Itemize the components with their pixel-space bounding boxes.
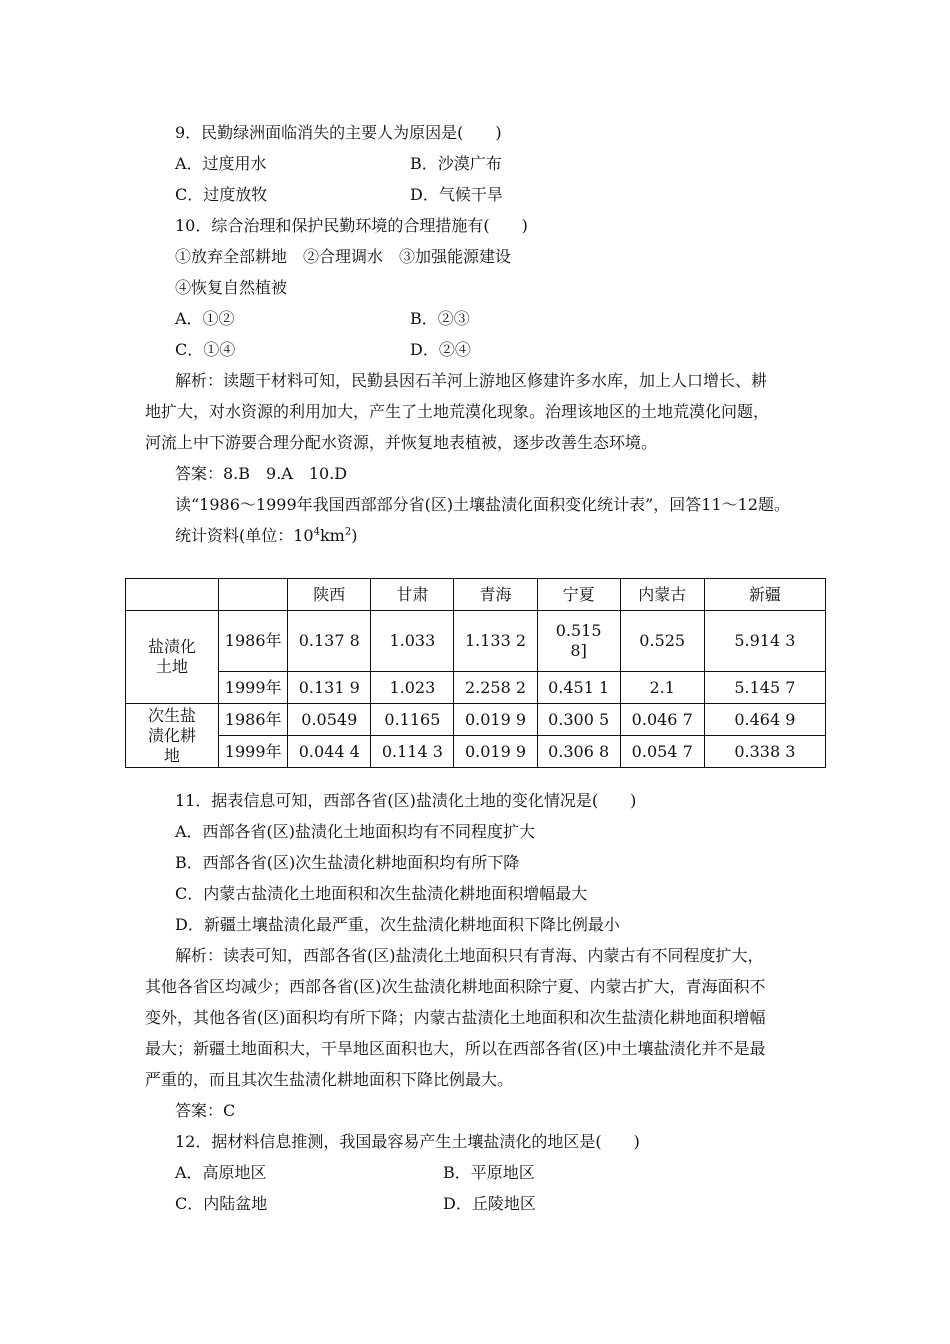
value-cell: 0.044 4 (288, 736, 371, 768)
option-10a: A．①② (175, 309, 235, 328)
question-9: 9．民勤绿洲面临消失的主要人为原因是( ) (175, 123, 502, 142)
year-cell: 1999年 (219, 736, 288, 768)
value-cell: 5.145 7 (704, 672, 825, 704)
option-11a: A．西部各省(区)盐渍化土地面积均有不同程度扩大 (175, 822, 536, 841)
analysis-2-line: 解析：读表可知，西部各省(区)盐渍化土地面积只有青海、内蒙古有不同程度扩大， (175, 946, 764, 965)
header-cell: 甘肃 (371, 579, 454, 611)
value-cell: 0.1165 (371, 704, 454, 736)
value-cell: 5.914 3 (704, 611, 825, 672)
option-12a: A．高原地区 (175, 1163, 267, 1182)
header-cell: 内蒙古 (620, 579, 704, 611)
value-cell: 0.451 1 (537, 672, 620, 704)
question-10-items-2: ④恢复自然植被 (175, 278, 288, 297)
option-11b: B．西部各省(区)次生盐渍化耕地面积均有所下降 (175, 853, 520, 872)
option-12c: C．内陆盆地 (175, 1194, 268, 1213)
option-10c: C．①④ (175, 340, 236, 359)
value-cell: 2.258 2 (454, 672, 537, 704)
option-12b: B．平原地区 (443, 1163, 535, 1182)
header-cell (219, 579, 288, 611)
value-cell: 1.023 (371, 672, 454, 704)
option-9a: A．过度用水 (175, 154, 267, 173)
table-row (126, 704, 826, 736)
year-cell: 1986年 (219, 704, 288, 736)
analysis-1-line: 河流上中下游要合理分配水资源，并恢复地表植被，逐步改善生态环境。 (145, 433, 658, 452)
value-cell: 0.464 9 (704, 704, 825, 736)
header-cell (126, 579, 219, 611)
analysis-2-line: 最大；新疆土地面积大，干旱地区面积也大，所以在西部各省(区)中土壤盐渍化并不是最 (145, 1039, 766, 1058)
value-cell: 0.515 8] (537, 611, 620, 672)
answer-2: 答案：C (175, 1101, 236, 1120)
table-row (126, 611, 826, 672)
table-row (126, 672, 826, 704)
option-9d: D．气候干旱 (410, 185, 503, 204)
value-cell: 1.133 2 (454, 611, 537, 672)
value-cell: 0.046 7 (620, 704, 704, 736)
question-10: 10．综合治理和保护民勤环境的合理措施有( ) (175, 216, 528, 235)
header-cell: 新疆 (704, 579, 825, 611)
value-cell: 0.019 9 (454, 704, 537, 736)
table-intro: 读“1986～1999年我国西部部分省(区)土壤盐渍化面积变化统计表”，回答11～12题。 (175, 495, 791, 514)
analysis-2-line: 变外，其他各省(区)面积均有所下降；内蒙古盐渍化土地面积和次生盐渍化耕地面积增幅 (145, 1008, 766, 1027)
question-11: 11．据表信息可知，西部各省(区)盐渍化土地的变化情况是( ) (175, 791, 637, 810)
question-10-items-1: ①放弃全部耕地 ②合理调水 ③加强能源建设 (175, 247, 512, 266)
value-cell: 0.0549 (288, 704, 371, 736)
group-label: 次生盐渍化耕地 (126, 704, 219, 768)
analysis-1-line: 解析：读题干材料可知，民勤县因石羊河上游地区修建许多水库，加上人口增长、耕 (175, 371, 768, 390)
value-cell: 0.019 9 (454, 736, 537, 768)
salinization-table (125, 578, 826, 768)
analysis-1-line: 地扩大，对水资源的利用加大，产生了土地荒漠化现象。治理该地区的土地荒漠化问题， (145, 402, 770, 421)
value-cell: 0.137 8 (288, 611, 371, 672)
option-10d: D．②④ (410, 340, 471, 359)
value-cell: 0.054 7 (620, 736, 704, 768)
header-cell: 陕西 (288, 579, 371, 611)
answer-1: 答案：8.B 9.A 10.D (175, 464, 348, 483)
option-11c: C．内蒙古盐渍化土地面积和次生盐渍化耕地面积增幅最大 (175, 884, 588, 903)
value-cell: 0.525 (620, 611, 704, 672)
header-cell: 宁夏 (537, 579, 620, 611)
value-cell: 0.131 9 (288, 672, 371, 704)
analysis-2-line: 其他各省区均减少；西部各省(区)次生盐渍化耕地面积除宁夏、内蒙古扩大，青海面积不 (145, 977, 766, 996)
value-cell: 0.114 3 (371, 736, 454, 768)
value-cell: 0.306 8 (537, 736, 620, 768)
value-cell: 0.300 5 (537, 704, 620, 736)
value-cell: 0.338 3 (704, 736, 825, 768)
group-label: 盐渍化土地 (126, 611, 219, 704)
table-header-row (126, 579, 826, 611)
value-cell: 1.033 (371, 611, 454, 672)
analysis-2-line: 严重的，而且其次生盐渍化耕地面积下降比例最大。 (145, 1070, 514, 1089)
header-cell: 青海 (454, 579, 537, 611)
value-cell: 2.1 (620, 672, 704, 704)
year-cell: 1986年 (219, 611, 288, 672)
option-10b: B．②③ (410, 309, 470, 328)
unit-label: 统计资料(单位：$10^4km^2$) (175, 526, 358, 545)
option-9b: B．沙漠广布 (410, 154, 502, 173)
year-cell: 1999年 (219, 672, 288, 704)
option-12d: D．丘陵地区 (443, 1194, 536, 1213)
option-11d: D．新疆土壤盐渍化最严重，次生盐渍化耕地面积下降比例最小 (175, 915, 620, 934)
question-12: 12．据材料信息推测，我国最容易产生土壤盐渍化的地区是( ) (175, 1132, 640, 1151)
table-row (126, 736, 826, 768)
option-9c: C．过度放牧 (175, 185, 268, 204)
